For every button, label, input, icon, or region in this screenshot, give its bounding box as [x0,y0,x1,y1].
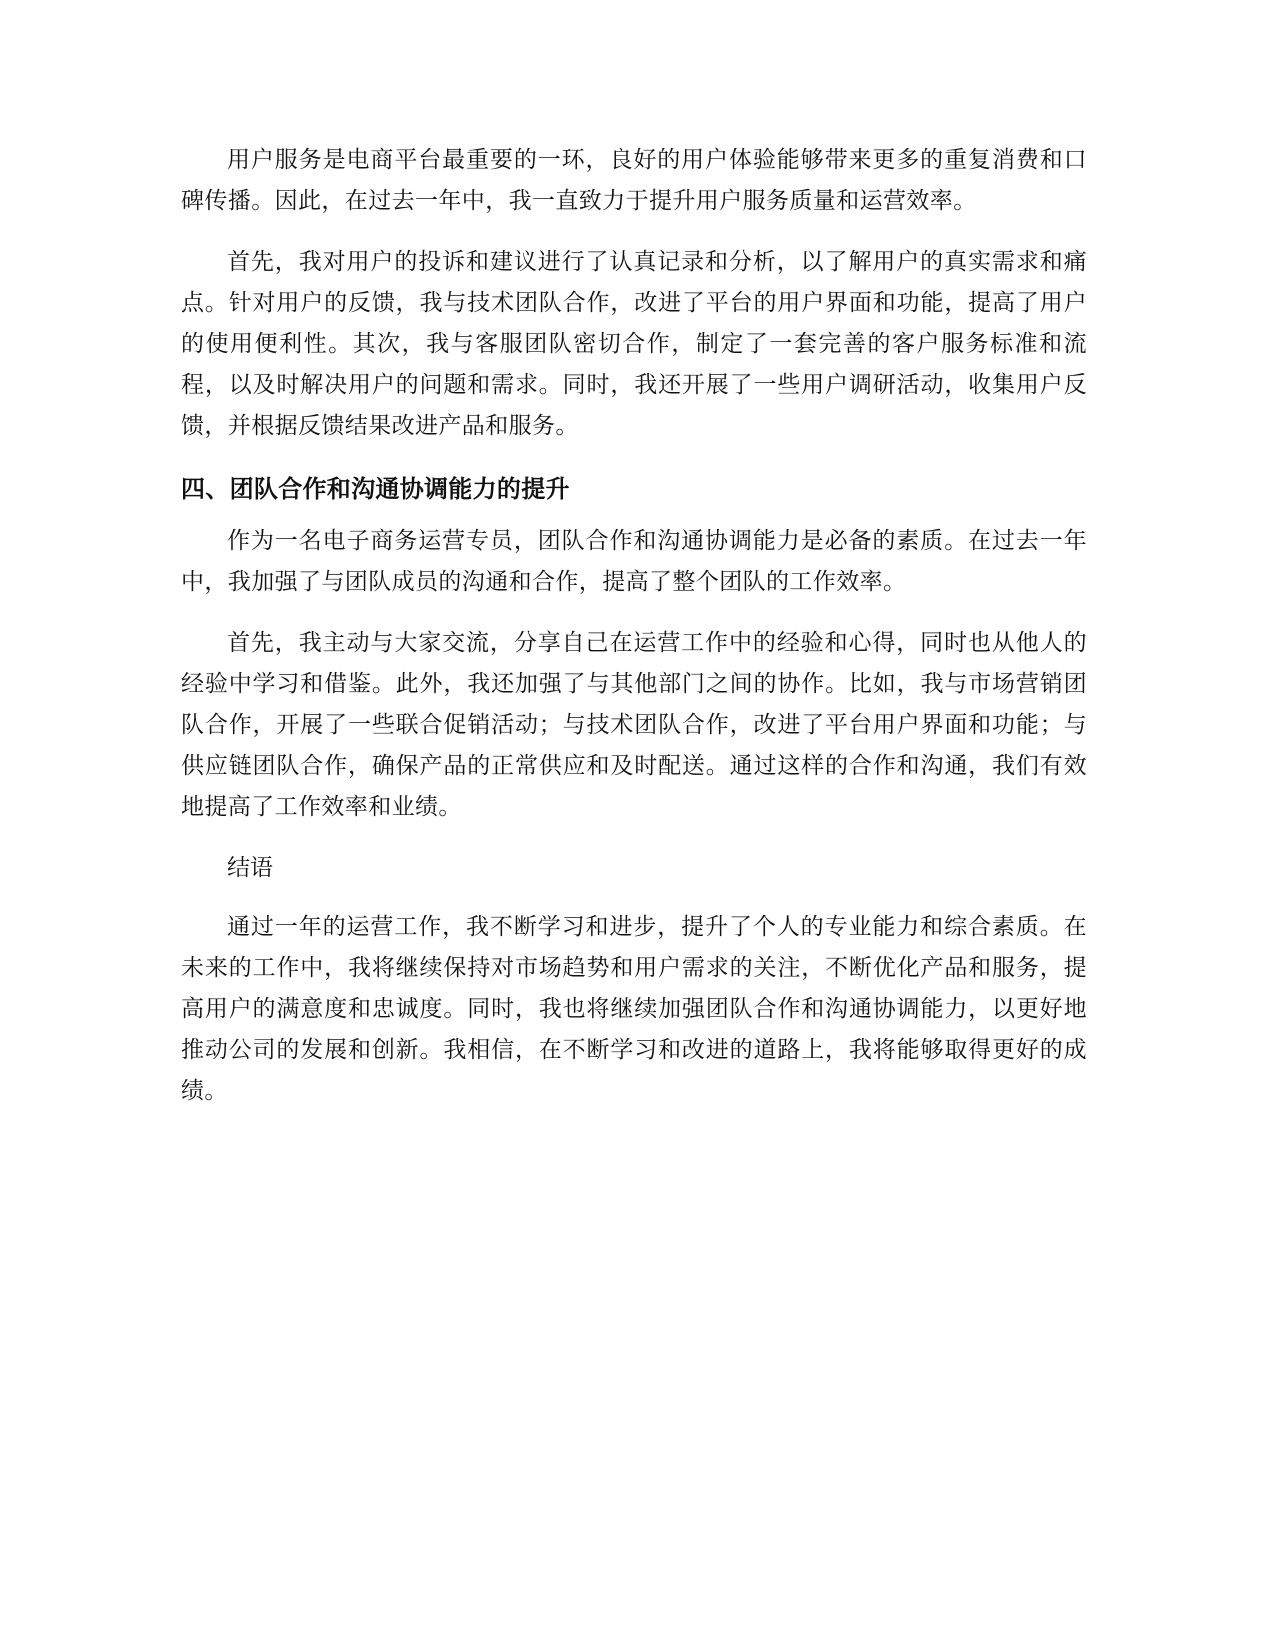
paragraph-teamwork-intro: 作为一名电子商务运营专员，团队合作和沟通协调能力是必备的素质。在过去一年中，我加强了与团队成员的沟通和合作，提高了整个团队的工作效率。 [181,528,1087,595]
section-heading-teamwork: 四、团队合作和沟通协调能力的提升 [181,475,570,503]
paragraph-user-service-intro: 用户服务是电商平台最重要的一环，良好的用户体验能够带来更多的重复消费和口碑传播。因此，在过去一年中，我一直致力于提升用户服务质量和运营效率。 [181,147,1087,214]
document-page [181,140,1087,1132]
paragraph-user-service-actions: 首先，我对用户的投诉和建议进行了认真记录和分析，以了解用户的真实需求和痛点。针对用户的反馈，我与技术团队合作，改进了平台的用户界面和功能，提高了用户的使用便利性。其次，我与客服团队密切合作，制定了一套完善的客户服务标准和流程，以及时解决用户的问题和需求。同时，我还开展了一些用户调研活动，收集用户反馈，并根据反馈结果改进产品和服务。 [181,249,1087,439]
conclusion-label: 结语 [227,855,273,881]
paragraph-teamwork-actions: 首先，我主动与大家交流，分享自己在运营工作中的经验和心得，同时也从他人的经验中学习和借鉴。此外，我还加强了与其他部门之间的协作。比如，我与市场营销团队合作，开展了一些联合促销活动；与技术团队合作，改进了平台用户界面和功能；与供应链团队合作，确保产品的正常供应和及时配送。通过这样的合作和沟通，我们有效地提高了工作效率和业绩。 [181,630,1087,820]
paragraph-conclusion: 通过一年的运营工作，我不断学习和进步，提升了个人的专业能力和综合素质。在未来的工作中，我将继续保持对市场趋势和用户需求的关注，不断优化产品和服务，提高用户的满意度和忠诚度。同时，我也将继续加强团队合作和沟通协调能力，以更好地推动公司的发展和创新。我相信，在不断学习和改进的道路上，我将能够取得更好的成绩。 [181,914,1087,1104]
